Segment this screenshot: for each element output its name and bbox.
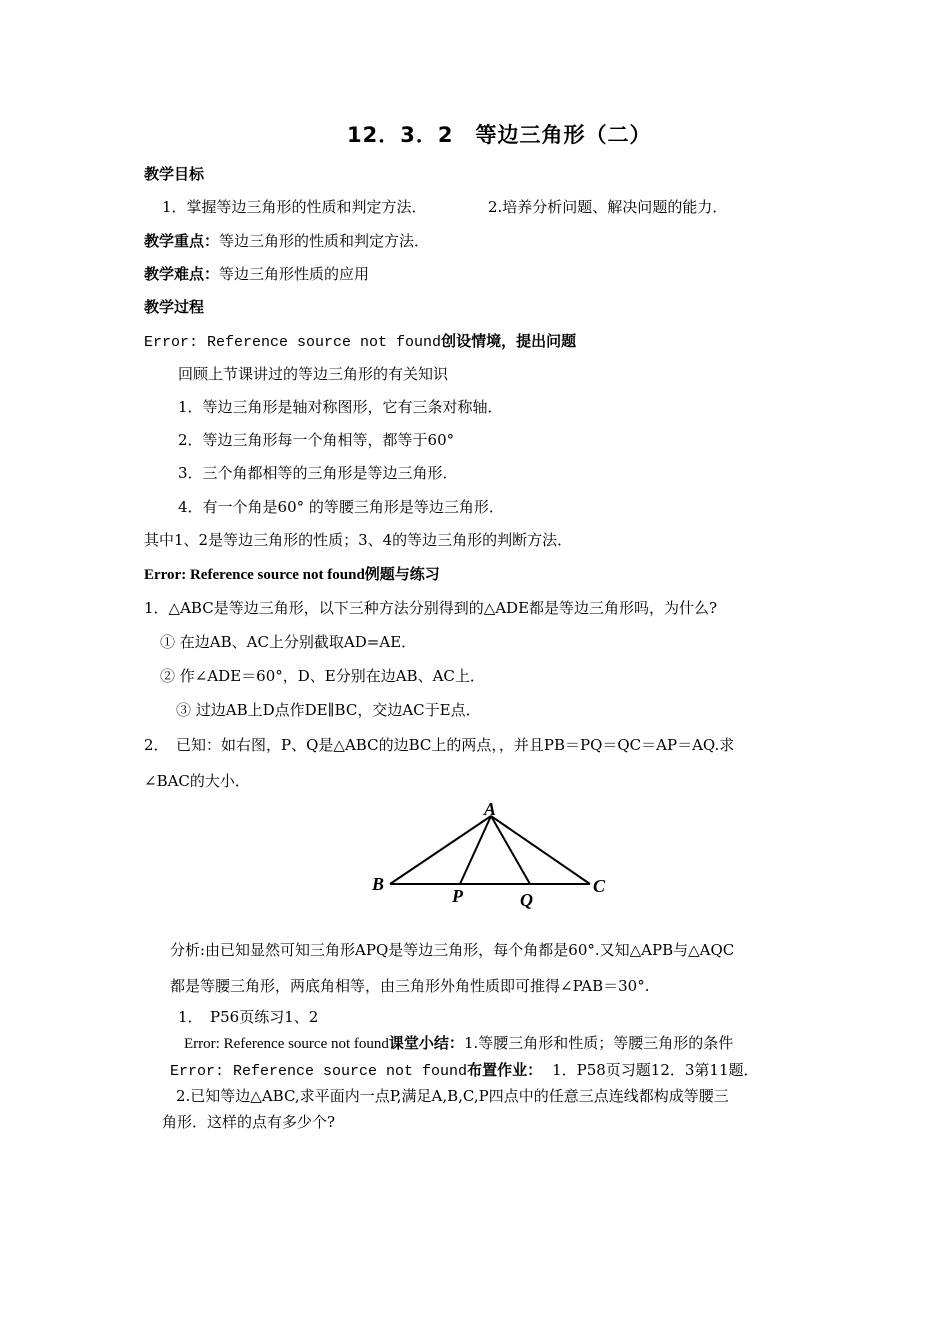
review-summary: 其中1、2是等边三角形的性质；3、4的等边三角形的判断方法． [144, 531, 573, 549]
label-b: B [372, 874, 385, 894]
key-point-text: 等边三角形的性质和判定方法． [219, 232, 430, 250]
summary-text: 1.等腰三角形和性质；等腰三角形的条件 [463, 1034, 734, 1052]
page-title: 12．3．2 等边三角形（二） [347, 123, 652, 147]
method-3: ③ 过边AB上D点作DE∥BC，交边AC于E点． [176, 701, 481, 719]
key-point-label: 教学重点： [144, 232, 220, 250]
problem-2-line-2: ∠BAC的大小． [144, 772, 250, 790]
difficulty-text: 等边三角形性质的应用 [219, 265, 370, 283]
section1-title: 创设情境，提出问题 [441, 332, 577, 350]
homework-text: 1．P58页习题12．3第11题． [552, 1061, 759, 1079]
exercise: 1． P56页练习1、2 [178, 1008, 319, 1026]
objective-2: 2.培养分析问题、解决问题的能力． [488, 198, 728, 216]
homework-2-line-2: 角形．这样的点有多少个? [162, 1113, 336, 1131]
section1-heading [144, 331, 576, 353]
problem-2-line-1: 2． 已知：如右图，P、Q是△ABC的边BC上的两点，，并且PB＝PQ＝QC＝AP＝AQ.求 [144, 736, 735, 754]
error-message: Error: Reference source not found [144, 567, 365, 583]
process-heading: 教学过程 [144, 298, 205, 316]
label-q: Q [520, 890, 533, 910]
error-message: Error: Reference source not found [170, 1063, 468, 1080]
label-a: A [484, 799, 497, 819]
objective-1: 1．掌握等边三角形的性质和判定方法． [162, 198, 427, 216]
edge-aq [491, 816, 530, 884]
label-p: P [452, 886, 463, 906]
label-c: C [593, 876, 606, 896]
analysis-line-2: 都是等腰三角形，两底角相等，由三角形外角性质即可推得∠PAB＝30°. [170, 977, 650, 995]
review-item: 1．等边三角形是轴对称图形，它有三条对称轴． [178, 398, 503, 416]
homework-2-line-1: 2.已知等边△ABC,求平面内一点P,满足A,B,C,P四点中的任意三点连线都构成等腰三 [176, 1087, 729, 1105]
review-item: 2．等边三角形每一个角相等，都等于60° [178, 431, 455, 449]
review-item: 4．有一个角是60° 的等腰三角形是等边三角形． [178, 498, 504, 516]
error-message: Error: Reference source not found [144, 334, 442, 351]
section2-heading [144, 564, 440, 585]
objectives-heading: 教学目标 [144, 165, 205, 183]
review-item: 3．三个角都相等的三角形是等边三角形． [178, 464, 458, 482]
edge-ac [491, 816, 590, 884]
difficulty-label: 教学难点： [144, 265, 220, 283]
triangle-figure [360, 798, 620, 913]
section2-title: 例题与练习 [364, 565, 440, 583]
review-intro: 回顾上节课讲过的等边三角形的有关知识 [178, 365, 449, 383]
homework-line [170, 1060, 759, 1082]
key-point-line [144, 231, 429, 251]
difficulty-line [144, 264, 369, 284]
problem-1: 1．△ABC是等边三角形，以下三种方法分别得到的△ADE都是等边三角形吗，为什么? [144, 599, 718, 617]
method-1: ① 在边AB、AC上分别截取AD=AE． [160, 633, 417, 651]
summary-line [184, 1033, 733, 1054]
homework-title: 布置作业： [467, 1061, 543, 1079]
summary-title: 课堂小结： [388, 1034, 464, 1052]
method-2: ② 作∠ADE＝60°，D、E分别在边AB、AC上． [160, 667, 485, 685]
analysis-line-1: 分析:由已知显然可知三角形APQ是等边三角形，每个角都是60°.又知△APB与△AQC [170, 941, 735, 959]
error-message: Error: Reference source not found [184, 1036, 389, 1052]
